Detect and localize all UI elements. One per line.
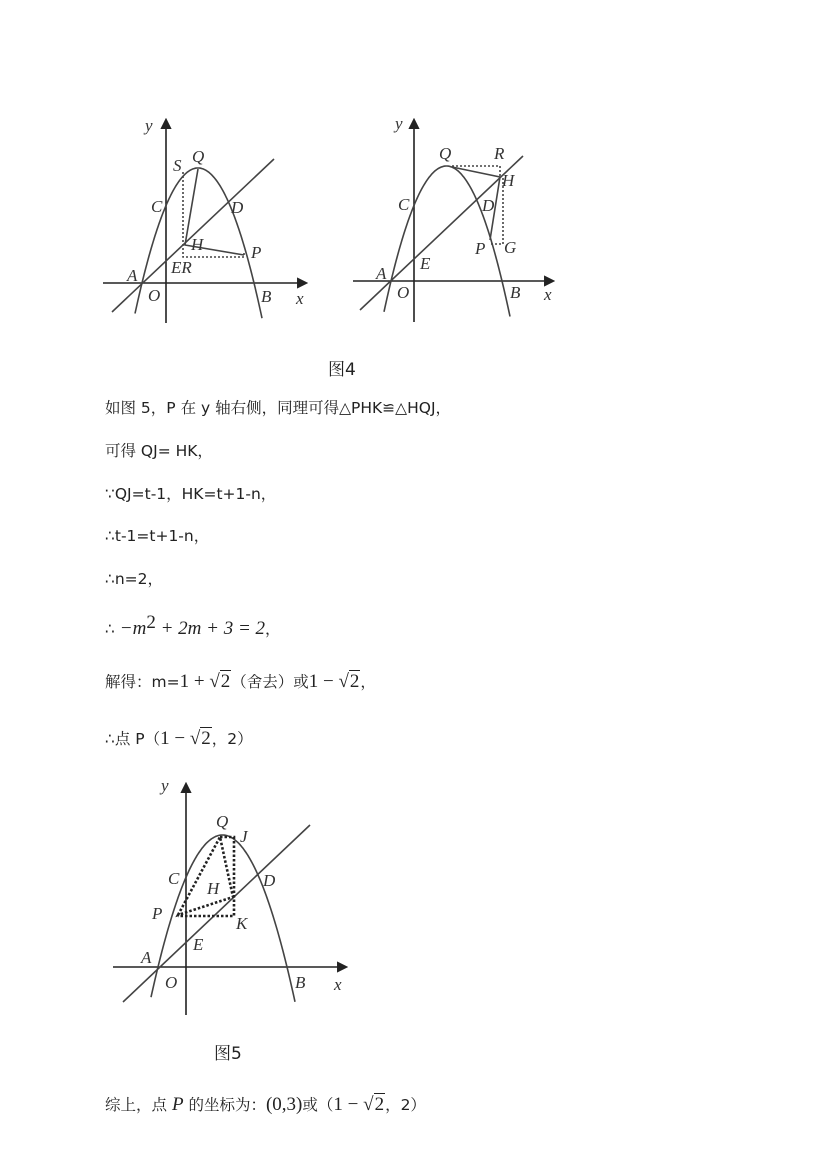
label-d: D	[263, 871, 276, 890]
label-x: x	[334, 975, 342, 994]
expr-a: 1 −	[333, 1094, 364, 1115]
label-a: A	[127, 266, 138, 285]
label-b: B	[261, 287, 272, 306]
label-c: C	[168, 869, 180, 888]
coord-1: (0,3)	[265, 1094, 303, 1115]
label-x: x	[544, 285, 552, 304]
label-r: R	[494, 144, 505, 163]
label-p: P	[152, 904, 163, 923]
label-d: D	[482, 196, 495, 215]
text-line-4: ∴t-1=t+1-n，	[105, 527, 210, 545]
label-y: y	[145, 116, 153, 135]
solution-prefix: 解得：m=	[105, 673, 180, 691]
label-a: A	[141, 948, 152, 967]
label-q: Q	[439, 144, 452, 163]
text-line-1: 如图 5，P 在 y 轴右侧，同理可得△PHK≌△HQJ，	[105, 399, 452, 417]
expr-rest: + 2m + 3 = 2	[155, 618, 266, 640]
sqrt-expr: √2	[338, 671, 360, 692]
label-j: J	[240, 827, 248, 846]
conclusion-prefix: 综上，点	[105, 1096, 172, 1114]
label-e: E	[193, 935, 204, 954]
figure4-left-diagram	[103, 116, 306, 323]
label-o: O	[397, 283, 410, 302]
exponent: 2	[146, 612, 156, 633]
label-o: O	[165, 973, 178, 992]
text-line-equation	[105, 612, 281, 640]
label-er: ER	[171, 258, 192, 277]
radicand: 2	[201, 728, 211, 749]
line-ae	[360, 156, 523, 310]
or: 或（	[302, 1096, 334, 1114]
label-k: K	[236, 914, 248, 933]
label-e: E	[420, 254, 431, 273]
figure4-caption: 图4	[328, 360, 356, 380]
label-g: G	[504, 238, 517, 257]
figure5-diagram	[113, 776, 346, 1015]
text-line-point	[105, 727, 253, 750]
sqrt-expr: √2	[209, 671, 231, 692]
text-line-3: ∵QJ=t-1，HK=t+1-n，	[105, 485, 277, 503]
text-line-5: ∴n=2，	[105, 570, 164, 588]
radicand: 2	[374, 1094, 385, 1115]
label-b: B	[510, 283, 521, 302]
label-b: B	[295, 973, 306, 992]
label-x: x	[296, 289, 304, 308]
label-h: H	[502, 171, 515, 190]
expr-b: 1 −	[308, 671, 339, 692]
point-suffix: ，2）	[211, 730, 253, 748]
label-p: P	[475, 239, 486, 258]
sqrt-expr: √2	[189, 728, 211, 749]
point-p: P	[171, 1094, 184, 1115]
text-line-2: 可得 QJ= HK，	[105, 442, 213, 460]
point-prefix: ∴点 P（	[105, 730, 161, 748]
therefore: ∴	[105, 620, 120, 639]
figure4-right-diagram	[353, 114, 553, 322]
radicand: 2	[349, 671, 360, 692]
label-d: D	[231, 198, 244, 217]
label-h: H	[207, 879, 220, 898]
punct: ，	[265, 620, 281, 639]
radicand: 2	[220, 671, 231, 692]
conclusion-mid: 的坐标为：	[183, 1096, 266, 1114]
sqrt-expr: √2	[363, 1094, 385, 1115]
label-h: H	[191, 235, 204, 254]
label-y: y	[395, 114, 403, 133]
label-y: y	[161, 776, 169, 795]
expr-term: −m	[119, 618, 147, 640]
expr-a: 1 −	[160, 728, 190, 749]
punct: ，	[360, 673, 376, 691]
label-a: A	[376, 264, 387, 283]
label-c: C	[151, 197, 163, 216]
label-s: S	[173, 156, 182, 175]
discarded-note: （舍去）或	[231, 673, 309, 691]
text-line-solution	[105, 670, 376, 693]
text-conclusion	[105, 1093, 426, 1116]
label-p: P	[251, 243, 262, 262]
figure5-caption: 图5	[214, 1044, 242, 1064]
label-o: O	[148, 286, 161, 305]
expr-a: 1 +	[179, 671, 210, 692]
label-q: Q	[216, 812, 229, 831]
label-c: C	[398, 195, 410, 214]
label-q: Q	[192, 147, 205, 166]
conclusion-suffix: ，2）	[385, 1096, 426, 1114]
